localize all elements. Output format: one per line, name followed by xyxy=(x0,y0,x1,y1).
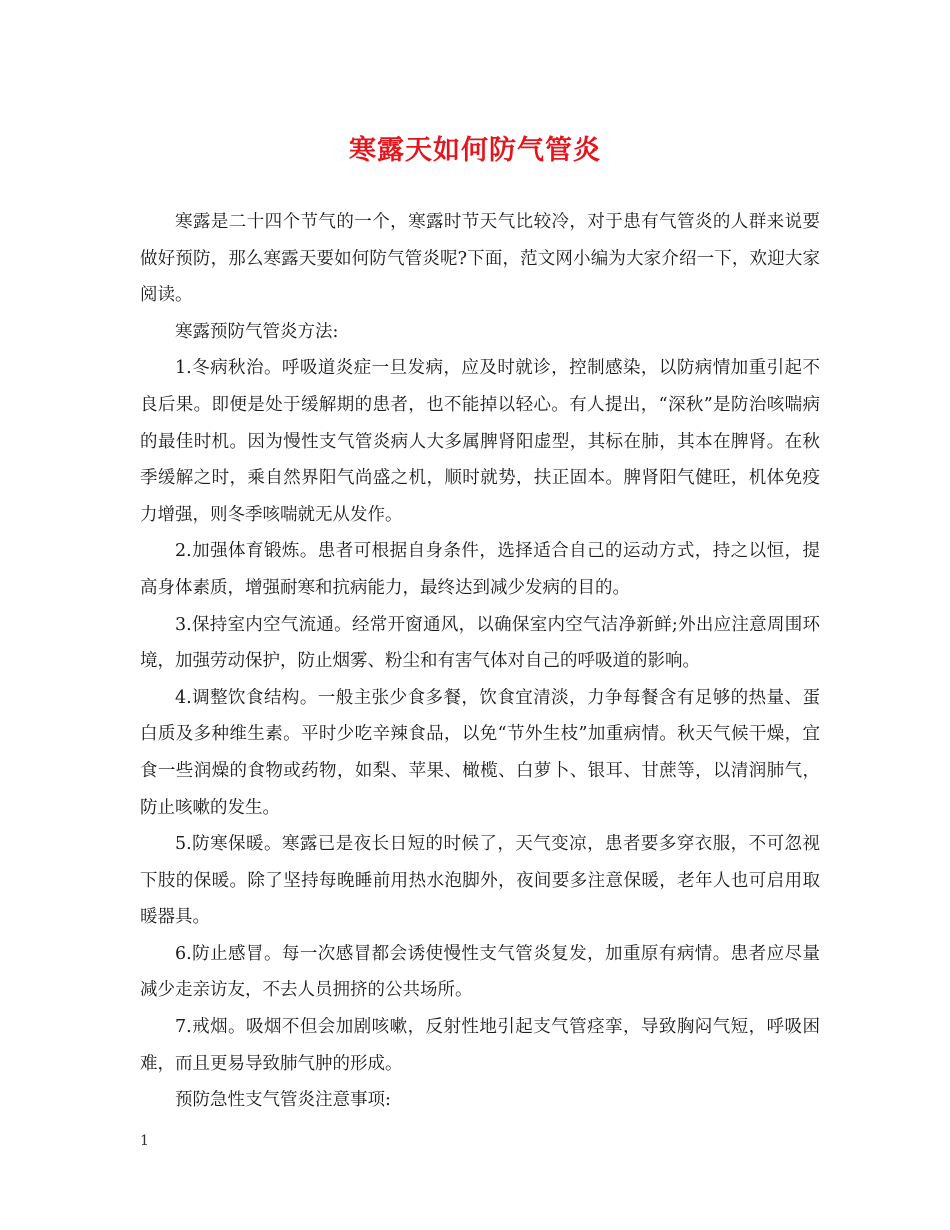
paragraph-intro: 寒露是二十四个节气的一个，寒露时节天气比较冷，对于患有气管炎的人群来说要做好预防，那么寒露天要如何防气管炎呢?下面，范文网小编为大家介绍一下，欢迎大家阅读。 xyxy=(140,212,820,306)
paragraph-item-2: 2.加强体育锻炼。患者可根据自身条件，选择适合自己的运动方式，持之以恒，提高身体素质，增强耐寒和抗病能力，最终达到减少发病的目的。 xyxy=(140,541,820,598)
paragraph-precautions-heading: 预防急性支气管炎注意事项: xyxy=(175,1090,391,1111)
paragraph-item-7: 7.戒烟。吸烟不但会加剧咳嗽，反射性地引起支气管痉挛，导致胸闷气短，呼吸困难，而且更易导致肺气肿的形成。 xyxy=(140,1017,820,1074)
paragraph-item-4: 4.调整饮食结构。一般主张少食多餐，饮食宜清淡，力争每餐含有足够的热量、蛋白质及多种维生素。平时少吃辛辣食品，以免“节外生枝”加重病情。秋天气候干燥，宜食一些润燥的食物或药物，如梨、苹果、橄榄、白萝卜、银耳、甘蔗等，以清润肺气，防止咳嗽的发生。 xyxy=(140,687,820,818)
document-title: 寒露天如何防气管炎 xyxy=(349,135,601,166)
page-number: 1 xyxy=(140,1133,149,1149)
paragraph-item-6: 6.防止感冒。每一次感冒都会诱使慢性支气管炎复发，加重原有病情。患者应尽量减少走亲访友，不去人员拥挤的公共场所。 xyxy=(140,943,820,1001)
document-body xyxy=(140,204,820,1119)
paragraph-item-5: 5.防寒保暖。寒露已是夜长日短的时候了，天气变凉，患者要多穿衣服，不可忽视下肢的保暖。除了坚持每晚睡前用热水泡脚外，夜间要多注意保暖，老年人也可启用取暖器具。 xyxy=(140,834,820,928)
paragraph-methods-heading: 寒露预防气管炎方法: xyxy=(175,321,339,342)
paragraph-item-1: 1.冬病秋治。呼吸道炎症一旦发病，应及时就诊，控制感染，以防病情加重引起不良后果。即便是处于缓解期的患者，也不能掉以轻心。有人提出，“深秋”是防治咳喘病的最佳时机。因为慢性支气管炎病人大多属脾肾阳虚型，其标在肺，其本在脾肾。在秋季缓解之时，乘自然界阳气尚盛之机，顺时就势，扶正固本。脾肾阳气健旺，机体免疫力增强，则冬季咳喘就无从发作。 xyxy=(140,358,820,525)
paragraph-item-3: 3.保持室内空气流通。经常开窗通风，以确保室内空气洁净新鲜;外出应注意周围环境，加强劳动保护，防止烟雾、粉尘和有害气体对自己的呼吸道的影响。 xyxy=(140,614,820,672)
